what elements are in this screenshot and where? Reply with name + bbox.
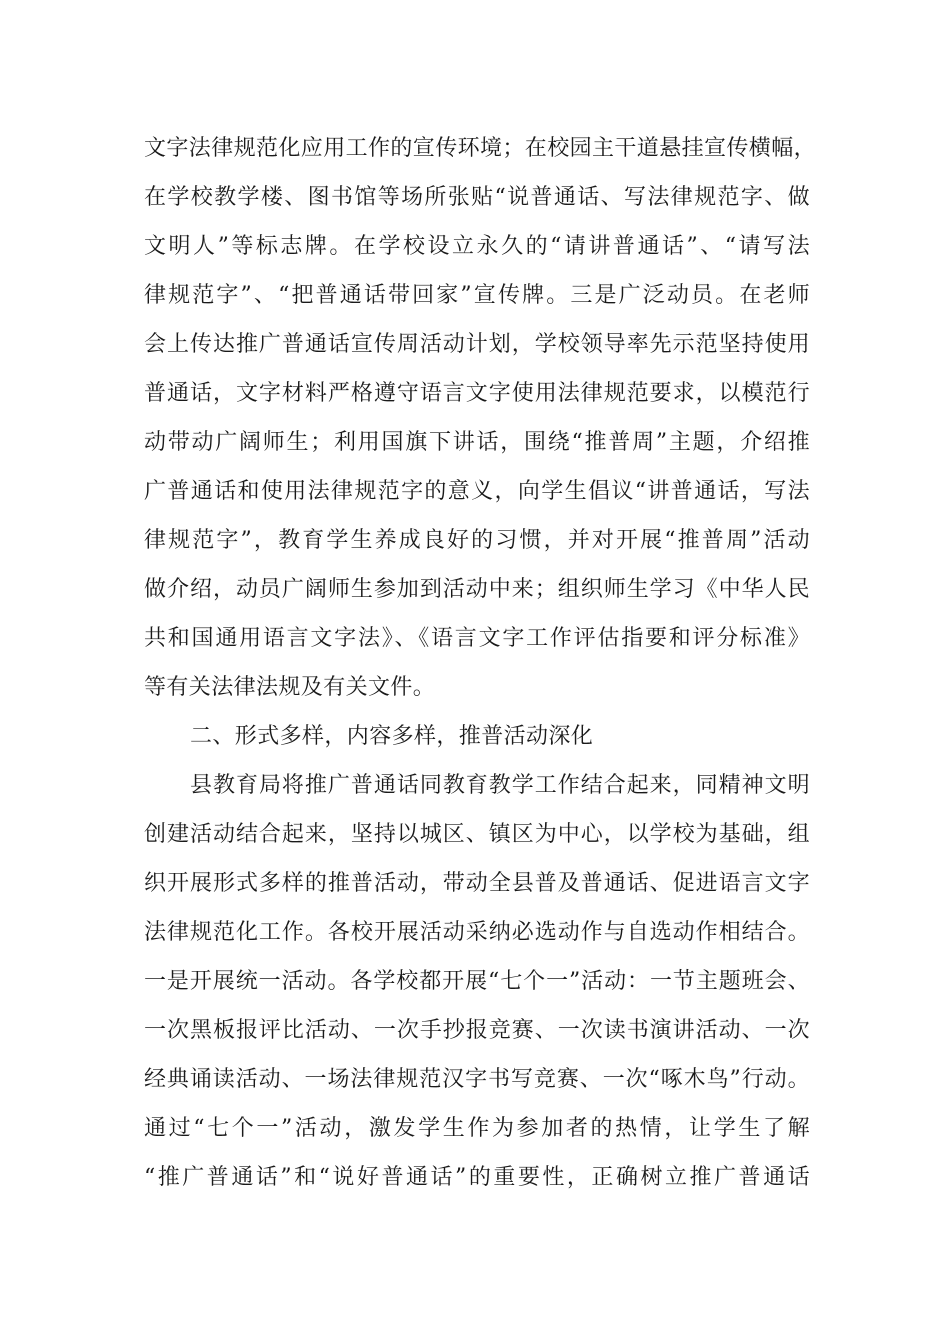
- text-line: 会上传达推广普通话宣传周活动计划，学校领导率先示范坚持使用: [144, 332, 810, 357]
- text-line: 普通话，文字材料严格遵守语言文字使用法律规范要求，以模范行: [144, 381, 810, 406]
- text-line: 律规范字”、“把普通话带回家”宣传牌。三是广泛动员。在老师: [144, 283, 810, 308]
- section-heading: 二、形式多样，内容多样，推普活动深化: [190, 724, 594, 749]
- text-line: 等有关法律法规及有关文件。: [144, 675, 436, 700]
- text-line: 一次黑板报评比活动、一次手抄报竞赛、一次读书演讲活动、一次: [144, 1018, 810, 1043]
- text-line: 在学校教学楼、图书馆等场所张贴“说普通话、写法律规范字、做: [144, 185, 810, 210]
- text-line: 通过“七个一”活动，激发学生作为参加者的热情，让学生了解: [144, 1116, 810, 1141]
- text-line: 县教育局将推广普通话同教育教学工作结合起来，同精神文明: [190, 773, 810, 798]
- text-line: 法律规范化工作。各校开展活动采纳必选动作与自选动作相结合。: [144, 920, 810, 945]
- text-line: 共和国通用语言文字法》、《语言文字工作评估指要和评分标准》: [144, 626, 810, 651]
- text-line: 织开展形式多样的推普活动，带动全县普及普通话、促进语言文字: [144, 871, 810, 896]
- text-line: 做介绍，动员广阔师生参加到活动中来；组织师生学习《中华人民: [144, 577, 810, 602]
- text-line: 创建活动结合起来，坚持以城区、镇区为中心，以学校为基础，组: [144, 822, 810, 847]
- text-line: “推广普通话”和“说好普通话”的重要性，正确树立推广普通话: [144, 1165, 810, 1190]
- text-line: 文明人”等标志牌。在学校设立永久的“请讲普通话”、“请写法: [144, 234, 810, 259]
- text-line: 文字法律规范化应用工作的宣传环境；在校园主干道悬挂宣传横幅，: [144, 136, 817, 161]
- text-line: 律规范字”，教育学生养成良好的习惯，并对开展“推普周”活动: [144, 528, 810, 553]
- text-line: 广普通话和使用法律规范字的意义，向学生倡议“讲普通话，写法: [144, 479, 810, 504]
- text-line: 一是开展统一活动。各学校都开展“七个一”活动：一节主题班会、: [144, 969, 810, 994]
- text-line: 经典诵读活动、一场法律规范汉字书写竞赛、一次“啄木鸟”行动。: [144, 1067, 810, 1092]
- text-line: 动带动广阔师生；利用国旗下讲话，围绕“推普周”主题，介绍推: [144, 430, 810, 455]
- body-text: [144, 128, 817, 1206]
